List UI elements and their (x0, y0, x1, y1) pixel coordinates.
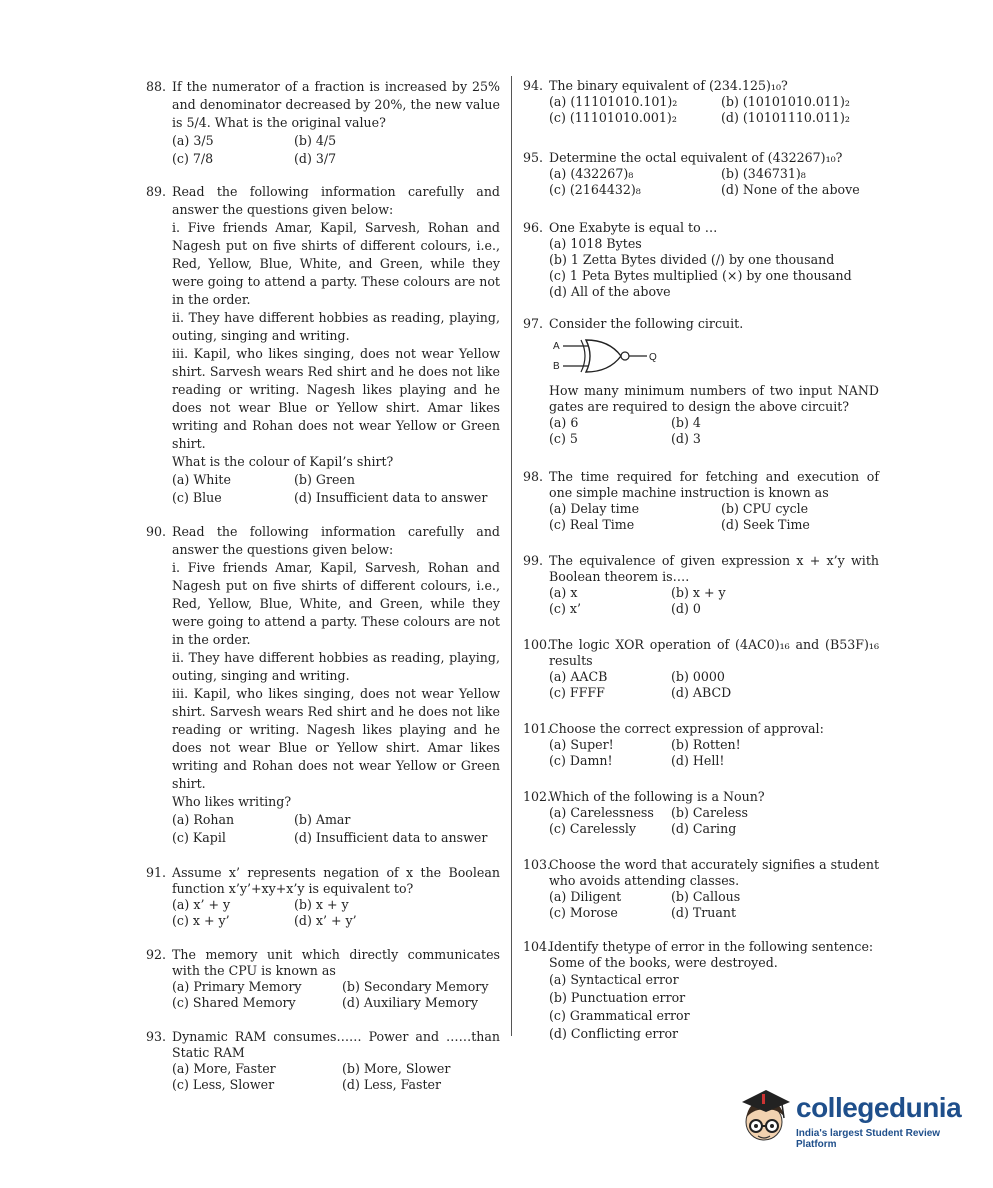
question-body-line-4: Who likes writing? (172, 794, 292, 809)
question-number: 99. (523, 553, 544, 568)
question-text: Consider the following circuit. (549, 316, 744, 331)
option-a: (a) x’ + y (172, 897, 231, 912)
question-number: 104. (523, 939, 552, 954)
question-number: 95. (523, 150, 544, 165)
option-d: (d) x’ + y’ (294, 913, 357, 928)
input-b-label: B (553, 361, 560, 372)
question-92 (146, 947, 500, 1011)
question-text: The binary equivalent of (234.125)₁₀? (549, 78, 788, 93)
question-body (172, 219, 500, 471)
question-text: Identify thetype of error in the following sentence: (549, 939, 874, 954)
option-b: (b) (10101010.011)₂ (721, 94, 850, 109)
option-a: (a) Carelessness (549, 805, 654, 820)
left-column (146, 78, 500, 1092)
option-d: (d) Caring (671, 821, 737, 836)
question-number: 94. (523, 78, 544, 93)
option-c: (c) Less, Slower (172, 1077, 275, 1092)
option-c: (c) FFFF (549, 685, 605, 700)
question-body-line-2: ii. They have different hobbies as reading, playing, outing, singing and writing. (172, 650, 500, 683)
option-c: (c) Morose (549, 905, 618, 920)
question-body (172, 559, 500, 811)
option-b: (b) x + y (294, 897, 349, 912)
input-a-label: A (553, 341, 560, 352)
option-d: (d) 3/7 (294, 151, 337, 166)
question-text: Which of the following is a Noun? (549, 789, 765, 804)
option-a: (a) Rohan (172, 812, 235, 827)
question-104 (523, 939, 879, 1041)
option-b: (b) Punctuation error (549, 990, 686, 1005)
question-number: 92. (146, 947, 167, 962)
logo-tagline: India's largest Student Review Platform (796, 1128, 941, 1150)
question-text: Choose the correct expression of approval: (549, 721, 824, 736)
question-98 (523, 469, 879, 533)
option-b: (b) Rotten! (671, 737, 741, 752)
option-c: (c) (2164432)₈ (549, 182, 641, 197)
option-c: (c) Grammatical error (549, 1008, 690, 1023)
question-99 (523, 553, 879, 617)
question-88 (146, 78, 500, 168)
question-91 (146, 865, 500, 929)
option-c: (c) 7/8 (172, 151, 214, 166)
question-95 (523, 150, 879, 198)
xnor-gate-circuit (551, 338, 879, 377)
option-c: (c) 1 Peta Bytes multiplied (×) by one thousand (549, 268, 852, 283)
question-96 (523, 220, 879, 300)
question-90 (146, 523, 500, 847)
option-a: (a) AACB (549, 669, 608, 684)
question-body-line-2: ii. They have different hobbies as reading, playing, outing, singing and writing. (172, 310, 500, 343)
question-body-line-1: i. Five friends Amar, Kapil, Sarvesh, Rohan and Nagesh put on five shirts of different colours, i.e., Red, Yellow, Blue, White, and Green, while they were going to attend a party. These colours are not in the order. (172, 560, 500, 647)
question-number: 100. (523, 637, 552, 652)
question-body-line-4: What is the colour of Kapil’s shirt? (172, 454, 394, 469)
option-d: (d) Less, Faster (342, 1077, 442, 1092)
question-body: How many minimum numbers of two input NAND gates are required to design the above circuit? (549, 383, 879, 414)
option-a: (a) Primary Memory (172, 979, 302, 994)
option-c: (c) Shared Memory (172, 995, 296, 1010)
question-101 (523, 721, 879, 769)
option-b: (b) x + y (671, 585, 726, 600)
option-d: (d) (10101110.011)₂ (721, 110, 850, 125)
option-b: (b) Green (294, 472, 355, 487)
question-89 (146, 183, 500, 507)
question-number: 89. (146, 184, 167, 199)
option-b: (b) (346731)₈ (721, 166, 806, 181)
option-b: (b) More, Slower (342, 1061, 451, 1076)
option-a: (a) Super! (549, 737, 614, 752)
right-column (523, 78, 879, 1041)
question-body-line-3: iii. Kapil, who likes singing, does not wear Yellow shirt. Sarvesh wears Red shirt and he does not like reading or writing. Nagesh likes playing and he does not wear Blue or Yellow shirt. Amar likes writing and Rohan does not wear Yellow or Green shirt. (172, 346, 500, 451)
question-number: 97. (523, 316, 544, 331)
question-text: Determine the octal equivalent of (432267)₁₀? (549, 150, 843, 165)
question-text: One Exabyte is equal to … (549, 220, 718, 235)
option-a: (a) White (172, 472, 231, 487)
option-a: (a) 1018 Bytes (549, 236, 642, 251)
option-b: (b) CPU cycle (721, 501, 809, 516)
question-text: Choose the word that accurately signifies a student who avoids attending classes. (549, 857, 879, 888)
option-b: (b) Amar (294, 812, 351, 827)
question-100 (523, 637, 879, 701)
option-c: (c) Kapil (172, 830, 226, 845)
option-d: (d) Conflicting error (549, 1026, 679, 1041)
output-q-label: Q (649, 352, 657, 363)
question-text: Read the following information carefully and answer the questions given below: (172, 184, 500, 217)
question-number: 88. (146, 79, 167, 94)
option-b: (b) Callous (671, 889, 741, 904)
option-c: (c) Damn! (549, 753, 613, 768)
option-a: (a) 3/5 (172, 133, 214, 148)
question-number: 96. (523, 220, 544, 235)
option-c: (c) x’ (549, 601, 581, 616)
option-b: (b) Careless (671, 805, 748, 820)
option-c: (c) (11101010.001)₂ (549, 110, 677, 125)
option-a: (a) Diligent (549, 889, 622, 904)
option-a: (a) (11101010.101)₂ (549, 94, 678, 109)
question-number: 98. (523, 469, 544, 484)
option-d: (d) All of the above (549, 284, 671, 299)
question-body: Some of the books, were destroyed. (549, 955, 778, 970)
option-d: (d) Hell! (671, 753, 725, 768)
question-103 (523, 857, 879, 921)
question-number: 93. (146, 1029, 167, 1044)
option-d: (d) Insufficient data to answer (294, 830, 488, 845)
question-text: The logic XOR operation of (4AC0)₁₆ and (B53F)₁₆ results (549, 637, 879, 668)
question-body-line-3: iii. Kapil, who likes singing, does not wear Yellow shirt. Sarvesh wears Red shirt and he does not like reading or writing. Nagesh likes playing and he does not wear Blue or Yellow shirt. Amar likes writing and Rohan does not wear Yellow or Green shirt. (172, 686, 500, 791)
option-a: (a) x (549, 585, 578, 600)
question-102 (523, 789, 879, 837)
option-d: (d) None of the above (721, 182, 860, 197)
question-number: 101. (523, 721, 552, 736)
option-d: (d) ABCD (671, 685, 732, 700)
collegedunia-logo (736, 1082, 966, 1152)
question-number: 91. (146, 865, 167, 880)
option-b: (b) Secondary Memory (342, 979, 489, 994)
option-c: (c) Blue (172, 490, 222, 505)
column-divider (511, 76, 512, 1036)
question-93 (146, 1029, 500, 1092)
option-d: (d) Insufficient data to answer (294, 490, 488, 505)
option-c: (c) x + y’ (172, 913, 230, 928)
option-a: (a) Syntactical error (549, 972, 679, 987)
question-text: Dynamic RAM consumes…… Power and ……than Static RAM (172, 1029, 500, 1060)
question-text: Read the following information carefully and answer the questions given below: (172, 524, 500, 557)
option-c: (c) 5 (549, 431, 578, 446)
question-97 (523, 316, 879, 447)
question-text: If the numerator of a fraction is increased by 25% and denominator decreased by 20%, the new value is 5/4. What is the original value? (172, 79, 500, 130)
question-text: The memory unit which directly communicates with the CPU is known as (172, 947, 500, 978)
option-a: (a) More, Faster (172, 1061, 276, 1076)
option-a: (a) (432267)₈ (549, 166, 634, 181)
question-text: Assume x’ represents negation of x the Boolean function x’y’+xy+x’y is equivalent to? (172, 865, 500, 896)
option-a: (a) Delay time (549, 501, 640, 516)
option-b: (b) 4 (671, 415, 701, 430)
question-text: The equivalence of given expression x + x’y with Boolean theorem is…. (549, 553, 879, 584)
option-d: (d) Seek Time (721, 517, 810, 532)
logo-wordmark: collegedunia (796, 1092, 962, 1123)
option-b: (b) 1 Zetta Bytes divided (/) by one thousand (549, 252, 835, 267)
option-b: (b) 4/5 (294, 133, 337, 148)
option-d: (d) 3 (671, 431, 701, 446)
xnor-gate-diagram (551, 338, 671, 374)
option-a: (a) 6 (549, 415, 579, 430)
option-d: (d) Truant (671, 905, 737, 920)
option-d: (d) 0 (671, 601, 701, 616)
question-94 (523, 78, 879, 126)
option-d: (d) Auxiliary Memory (342, 995, 478, 1010)
mascot-icon (736, 1082, 794, 1152)
option-c: (c) Real Time (549, 517, 635, 532)
question-number: 90. (146, 524, 167, 539)
option-c: (c) Carelessly (549, 821, 637, 836)
question-text: The time required for fetching and execution of one simple machine instruction is known as (549, 469, 879, 500)
question-number: 102. (523, 789, 552, 804)
option-b: (b) 0000 (671, 669, 725, 684)
question-number: 103. (523, 857, 552, 872)
question-body-line-1: i. Five friends Amar, Kapil, Sarvesh, Rohan and Nagesh put on five shirts of different colours, i.e., Red, Yellow, Blue, White, and Green, while they were going to attend a party. These colours are not in the order. (172, 220, 500, 307)
